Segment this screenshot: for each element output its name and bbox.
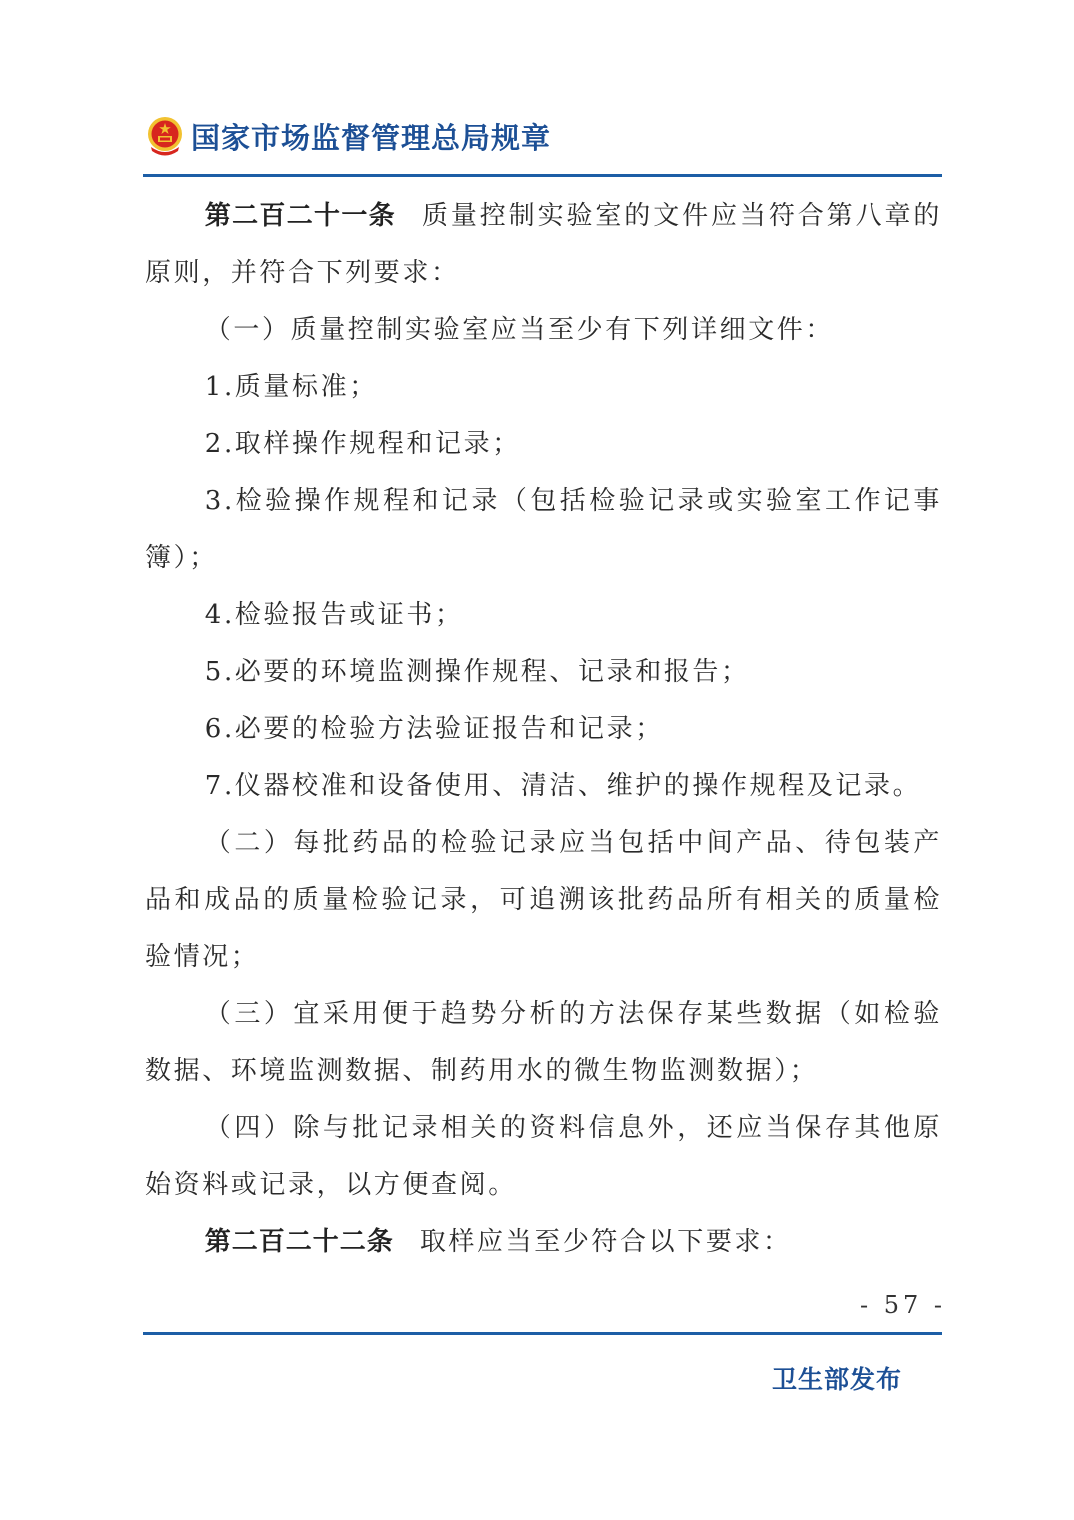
clause-2: （二）每批药品的检验记录应当包括中间产品、待包装产品和成品的质量检验记录，可追溯该批药品所有相关的质量检验情况；: [145, 828, 942, 972]
header-divider: [143, 174, 942, 177]
sub-item: 1.质量标准；: [204, 372, 378, 402]
clause-4: （四）除与批记录相关的资料信息外，还应当保存其他原始资料或记录，以方便查阅。: [145, 1113, 942, 1200]
sub-item: 2.取样操作规程和记录；: [204, 429, 521, 459]
article-number: 第二百二十二条: [204, 1227, 394, 1257]
article-number: 第二百二十一条: [204, 201, 396, 231]
sub-item: 7.仪器校准和设备使用、清洁、维护的操作规程及记录。: [204, 771, 922, 801]
national-emblem-icon: [145, 115, 185, 157]
article-intro: 质量控制实验室的文件应当符合第八章的原则，并符合下列要求：: [145, 201, 942, 288]
sub-item: 5.必要的环境监测操作规程、记录和报告；: [204, 657, 750, 687]
clause-1: （一）质量控制实验室应当至少有下列详细文件：: [204, 315, 834, 345]
footer-divider: [143, 1332, 942, 1335]
article-222: [145, 1214, 942, 1271]
sub-item: 4.检验报告或证书；: [204, 600, 464, 630]
sub-item: 3.检验操作规程和记录（包括检验记录或实验室工作记事簿）；: [145, 486, 942, 573]
clause-3: （三）宜采用便于趋势分析的方法保存某些数据（如检验数据、环境监测数据、制药用水的微生物监测数据）；: [145, 999, 942, 1086]
page-header: [145, 115, 551, 157]
sub-item: 6.必要的检验方法验证报告和记录；: [204, 714, 664, 744]
publisher-label: 卫生部发布: [772, 1365, 903, 1394]
article-intro: 取样应当至少符合以下要求：: [419, 1227, 792, 1257]
document-body: [145, 188, 942, 1271]
page-number: - 57 -: [860, 1291, 947, 1319]
article-221: [145, 188, 942, 302]
header-title: 国家市场监督管理总局规章: [191, 120, 552, 155]
